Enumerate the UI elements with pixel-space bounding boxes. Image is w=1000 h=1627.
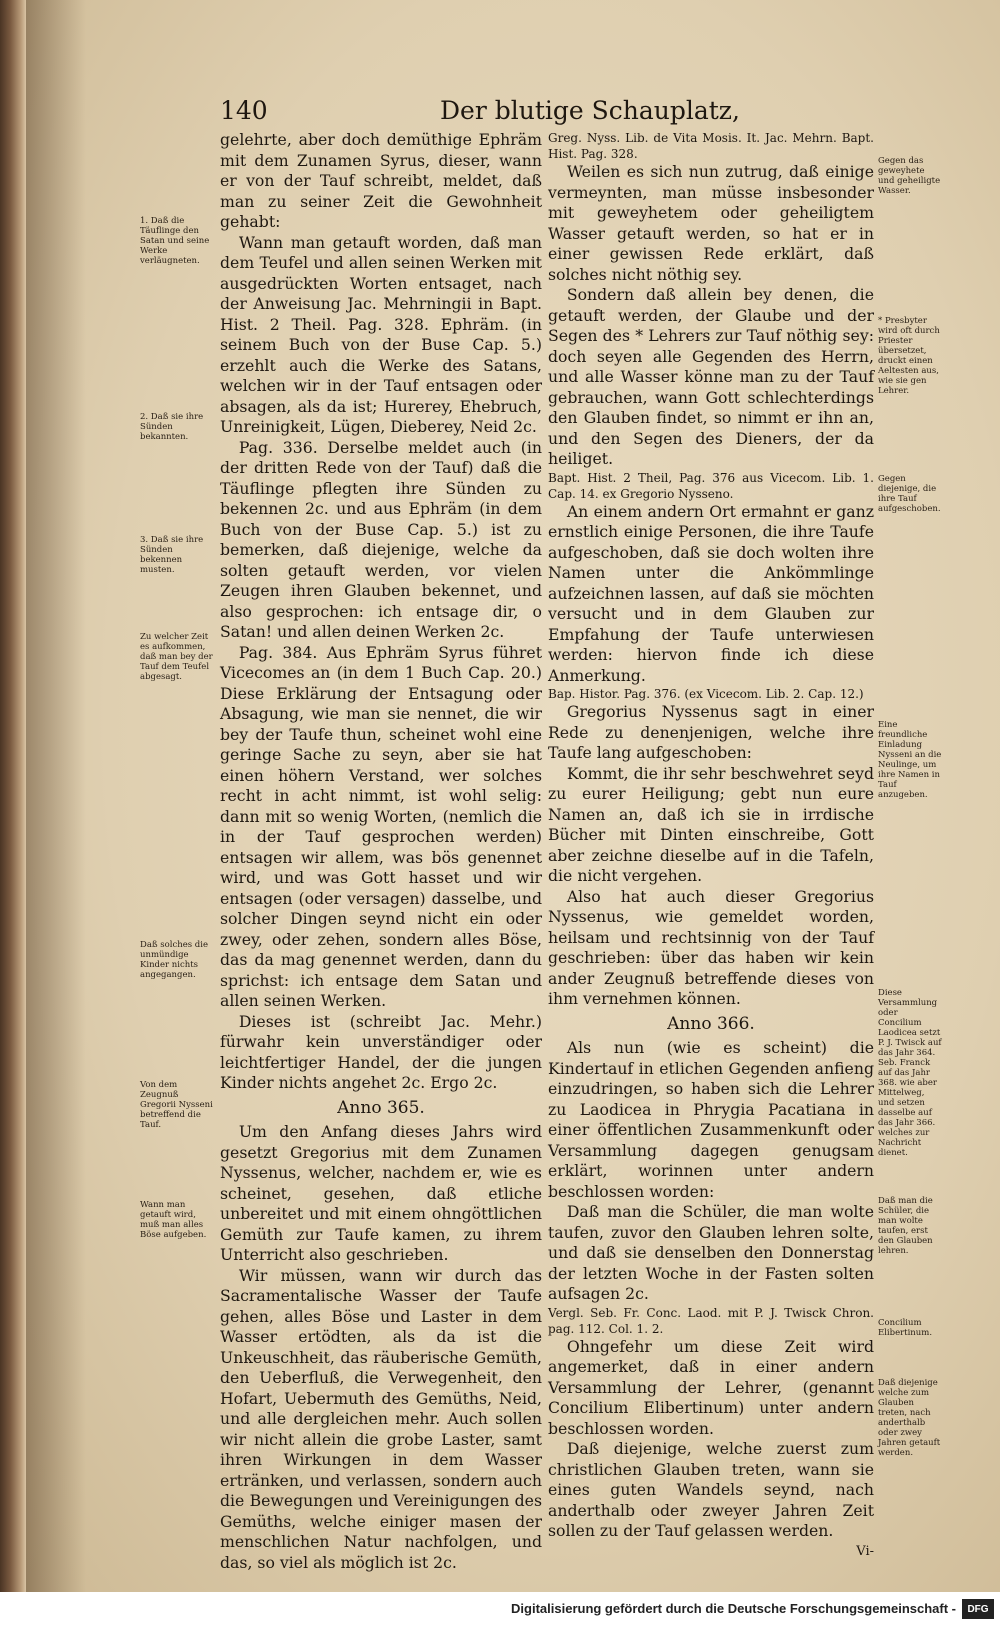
gutter-shadow bbox=[26, 0, 86, 1592]
running-title: Der blutige Schauplatz, bbox=[440, 96, 740, 125]
paragraph: Pag. 384. Aus Ephräm Syrus führet Vicecomes an (in dem 1 Buch Cap. 20.) Diese Erklärung der Entsagung oder Absagung, wie man sie nennet, die wir bey der Taufe thun, scheinet wohl eine geringe Sache zu seyn, aber sie hat einen höhern Verstand, wer solches recht in acht nimmt, ist wohl selig: dann mit so wenig Worten, (nemlich die in der Tauf gesprochen werden) entsagen wir allem, was bös genennet wird, und was Gott hasset und wir entsagen (oder versagen) dasselbe, und solcher Dingen seynd nicht ein oder zwey, oder zehen, sondern alles Böse, das da mag genennet werden, dann du sprichst: ich entsage dem Satan und allen seinen Werken. bbox=[220, 642, 542, 1010]
dfg-logo: DFG bbox=[962, 1599, 994, 1619]
margin-note: Daß diejenige welche zum Glauben treten, nach anderthalb oder zwey Jahren getauft werden. bbox=[878, 1378, 941, 1458]
margin-note: Gegen das geweyhete und geheiligte Wasser. bbox=[878, 156, 941, 196]
paragraph: Sondern daß allein bey denen, die getauft werden, der Glaube und der Segen des * Lehrers zur Tauf nöthig sey: doch seyen alle Gegenden des Herrn, und alle Wasser könne man zu der Tauf gebrauchen, wann Gott schlechterdings den Glauben findet, so nimmt er ihn an, und den Segen des Dieners, der da heiliget. bbox=[548, 285, 874, 468]
margin-note: Von dem Zeugnuß Gregorii Nysseni betreffend die Tauf. bbox=[140, 1080, 213, 1130]
margin-note: 3. Daß sie ihre Sünden bekennen musten. bbox=[140, 535, 204, 575]
citation: Greg. Nyss. Lib. de Vita Mosis. It. Jac. Mehrn. Bapt. Hist. Pag. 328. bbox=[548, 131, 874, 161]
page-header bbox=[220, 96, 910, 132]
catchword: Vi- bbox=[856, 1543, 874, 1559]
page-number: 140 bbox=[220, 96, 268, 125]
paragraph: Wann man getauft worden, daß man dem Teufel und allen seinen Werken mit ausgedrückten Worten entsaget, nach der Anweisung Jac. Mehrningii in Bapt. Hist. 2 Theil. Pag. 328. Ephräm. (in seinem Buch von der Buse Cap. 5.) erzehlt auch die Werke des Satans, welchen wir in der Tauf entsagen oder absagen, als da ist; Hurerey, Ehebruch, Unreinigkeit, Lügen, Dieberey, Neid 2c. bbox=[220, 232, 542, 436]
margin-note: Diese Versammlung oder Concilium Laodicea setzt P. J. Twisck auf das Jahr 364. Seb. Franck auf das Jahr 368. wie aber Mittelweg, und setzen dasselbe auf das Jahr 366. welches zur Nachricht dienet. bbox=[878, 988, 942, 1158]
year-heading: Anno 365. bbox=[337, 1097, 425, 1118]
margin-note: 1. Daß die Täuflinge den Satan und seine Werke verläugneten. bbox=[140, 216, 210, 266]
paragraph: Daß diejenige, welche zuerst zum christlichen Glauben treten, wann sie eines guten Wandels seynd, nach anderthalb oder zweyer Jahren Zeit sollen zu der Tauf gelassen werden. bbox=[548, 1439, 874, 1540]
margin-note: Daß man die Schüler, die man wolte taufen, erst den Glauben lehren. bbox=[878, 1196, 933, 1256]
paragraph: Ohngefehr um diese Zeit wird angemerket, daß in einer andern Versammlung der Lehrer, (genannt Concilium Elibertinum) unter andern beschlossen worden. bbox=[548, 1336, 874, 1438]
citation: Bap. Histor. Pag. 376. (ex Vicecom. Lib. 2. Cap. 12.) bbox=[548, 687, 864, 701]
paragraph: Also hat auch dieser Gregorius Nyssenus, wie gemeldet worden, heilsam und rechtsinnig von der Tauf geschrieben: über das haben wir kein ander Zeugnuß betreffende dieses von ihm vernehmen können. bbox=[548, 886, 874, 1008]
paragraph: Wir müssen, wann wir durch das Sacramentalische Wasser der Taufe gehen, alles Böse und Laster in dem Wasser ertödten, als da ist die Unkeuschheit, das räuberische Gemüth, den Ueberfluß, die Verwegenheit, den Hofart, Uebermuth des Gemüths, Neid, und alle dergleichen mehr. Auch sollen wir nicht allein die grobe Laster, samt ihren Wirkungen in dem Wasser ertränken, und verlassen, sondern auch die Bewegungen und Vereinigungen des Gemüths, welche einiger masen der menschlichen Natur nachfolgen, und das, so viel als möglich ist 2c. bbox=[220, 1265, 542, 1572]
margin-note: Concilium Elibertinum. bbox=[878, 1318, 933, 1338]
left-column bbox=[220, 130, 542, 1573]
paragraph: Als nun (wie es scheint) die Kindertauf in etlichen Gegenden anfieng einzudringen, so haben sich die Lehrer zu Laodicea in Phrygia Pacatiana in einer öffentlichen Zusammenkunft oder Versammlung dagegen genugsam erklärt, worinnen unter andern beschlossen worden: bbox=[548, 1038, 874, 1201]
margin-note: Gegen diejenige, die ihre Tauf aufgeschoben. bbox=[878, 474, 941, 514]
paragraph: gelehrte, aber doch demüthige Ephräm mit dem Zunamen Syrus, dieser, wann er von der Tauf schreibt, meldet, daß man zu seiner Zeit die Gewohnheit gehabt: bbox=[220, 130, 542, 231]
right-column bbox=[548, 130, 874, 1562]
margin-note: Zu welcher Zeit es aufkommen, daß man bey der Tauf dem Teufel abgesagt. bbox=[140, 632, 213, 682]
paragraph: Daß man die Schüler, die man wolte taufen, zuvor den Glauben lehren solte, und daß sie denselben den Donnerstag der letzten Woche in der Fasten solten aufsagen 2c. bbox=[548, 1202, 874, 1303]
citation: Bapt. Hist. 2 Theil, Pag. 376 aus Vicecom. Lib. 1. Cap. 14. ex Gregorio Nysseno. bbox=[548, 470, 874, 501]
year-heading: Anno 366. bbox=[667, 1013, 755, 1034]
footer-credit: Digitalisierung gefördert durch die Deutsche Forschungsgemeinschaft - bbox=[511, 1601, 956, 1616]
margin-note: Daß solches die unmündige Kinder nichts angegangen. bbox=[140, 940, 208, 980]
paragraph: Um den Anfang dieses Jahrs wird gesetzt Gregorius mit dem Zunamen Nyssenus, welcher, nachdem er, wie es scheinet, gesehen, daß etliche unbereitet und mit einem ohngöttlichen Gemüth zur Taufe kamen, zu ihrem Unterricht also geschrieben. bbox=[220, 1122, 542, 1264]
paragraph: Dieses ist (schreibt Jac. Mehr.) fürwahr kein unverständiger oder leichtfertiger Handel, der die jungen Kinder nichts angehet 2c. Ergo 2c. bbox=[220, 1011, 542, 1092]
paragraph: Gregorius Nyssenus sagt in einer Rede zu denenjenigen, welche ihre Taufe lang aufgeschoben: bbox=[548, 702, 874, 762]
footer-bar bbox=[0, 1592, 1000, 1627]
quotation: Kommt, die ihr sehr beschwehret seyd zu eurer Heiligung; gebt nun eure Namen an, daß ich sie in irrdische Bücher mit Dinten einschreibe, Gott aber zeichne dieselbe auf in die Tafeln, die nicht vergehen. bbox=[548, 763, 874, 885]
margin-note: Wann man getauft wird, muß man alles Böse aufgeben. bbox=[140, 1200, 207, 1240]
citation: Vergl. Seb. Fr. Conc. Laod. mit P. J. Twisck Chron. pag. 112. Col. 1. 2. bbox=[548, 1305, 874, 1336]
margin-note: 2. Daß sie ihre Sünden bekannten. bbox=[140, 412, 204, 442]
margin-note: * Presbyter wird oft durch Priester übersetzet, druckt einen Aeltesten aus, wie sie gen Lehrer. bbox=[878, 316, 940, 396]
book-spine bbox=[0, 0, 26, 1627]
paragraph: Pag. 336. Derselbe meldet auch (in der dritten Rede von der Tauf) daß die Täuflinge pflegten ihre Sünden zu bekennen 2c. und aus Ephräm (in dem Buch von der Buse Cap. 5.) ist zu bemerken, daß diejenige, welche da solten getauft werden, vor vielen Zeugen ihren Glauben bekennet, und also gesprochen: ich entsage dir, o Satan! und allen deinen Werken 2c. bbox=[220, 437, 542, 641]
paragraph: An einem andern Ort ermahnt er ganz ernstlich einige Personen, die ihre Taufe aufgeschoben, daß sie doch wolten ihre Namen unter die Ankömmlinge aufzeichnen lassen, auf daß sie möchten versucht und in dem Glauben zur Empfahung der Taufe unterwiesen werden: hiervon finde ich diese Anmerkung. bbox=[548, 501, 874, 685]
margin-note: Eine freundliche Einladung Nysseni an die Neulinge, um ihre Namen in Tauf anzugeben. bbox=[878, 720, 942, 800]
paragraph: Weilen es sich nun zutrug, daß einige vermeynten, man müsse insbesonder mit geweyhetem oder geheiligtem Wasser getauft werden, so hat er in einer gewissen Rede erklärt, daß solches nicht nöthig sey. bbox=[548, 162, 874, 284]
